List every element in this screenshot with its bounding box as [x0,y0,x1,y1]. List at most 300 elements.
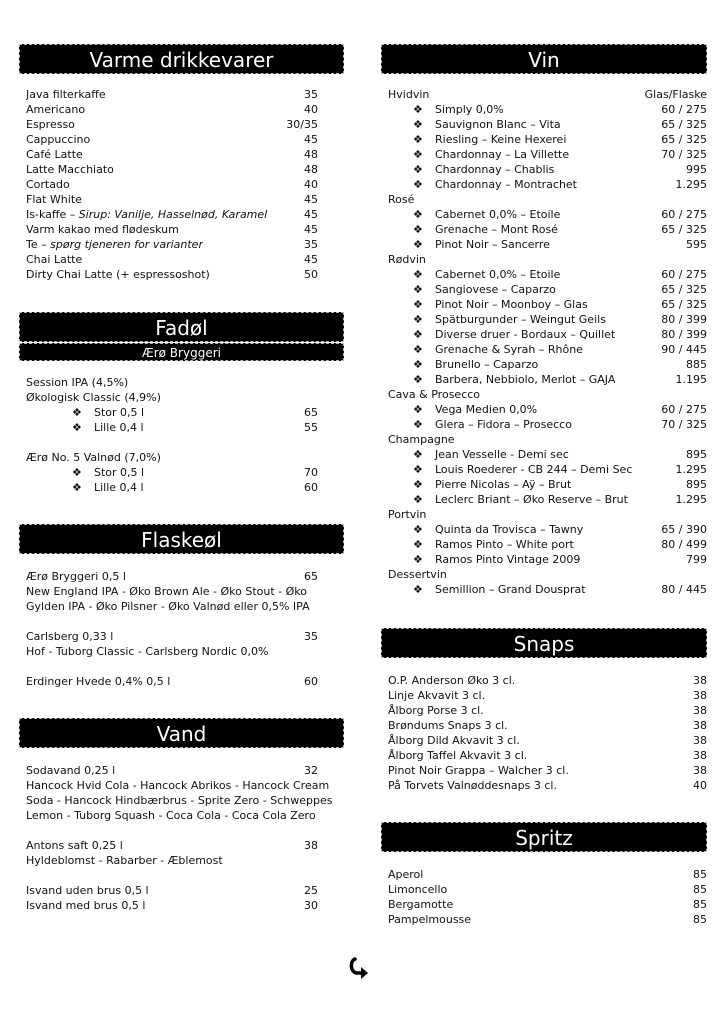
item-price: 70 / 325 [661,148,707,161]
item-price: 60 [304,481,318,494]
item-description: Lemon - Tuborg Squash - Coca Cola - Coca Cola Zero [26,809,316,822]
item-price: 895 [686,478,707,491]
item-name-wrap [26,162,114,177]
wine-category [381,507,707,522]
list-item [19,192,344,207]
item-price: 30/35 [286,118,318,131]
item-name-wrap [388,372,615,387]
bullet-icon: ❖ [413,463,423,476]
item-name: Simply 0,0% [435,103,504,116]
bullet-icon: ❖ [72,466,82,479]
list-item [19,898,344,913]
item-name-wrap [26,147,83,162]
item-price: 40 [304,178,318,191]
item-name-wrap [388,703,484,718]
list-item [19,405,344,420]
item-name: Ålborg Porse 3 cl. [388,704,484,717]
list-item [381,522,707,537]
item-name-wrap [388,462,632,477]
list-item [381,132,707,147]
item-price: 38 [693,719,707,732]
list-item [19,674,344,689]
item-name: Isvand med brus 0,5 l [26,899,146,912]
item-price: 65 / 325 [661,298,707,311]
list-item [381,357,707,372]
item-price: 45 [304,223,318,236]
item-name-wrap [388,417,572,432]
item-name: Dirty Chai Latte (+ espressoshot) [26,268,210,281]
wine-category [381,252,707,267]
item-price: 65 / 325 [661,133,707,146]
item-name-wrap [26,177,70,192]
item-name: Ålborg Dild Akvavit 3 cl. [388,734,520,747]
item-name: Limoncello [388,883,448,896]
section-spritz [381,822,707,927]
section-subtitle: Ærø Bryggeri [19,343,344,361]
section-title: Vin [381,44,707,74]
item-price: 65 [304,570,318,583]
item-name: Stor 0,5 l [94,406,145,419]
list-item [381,372,707,387]
item-description: New England IPA - Øko Brown Ale - Øko Stout - Øko [26,585,307,598]
section-vin [381,44,707,597]
item-name: Java filterkaffe [26,88,106,101]
bullet-icon: ❖ [413,163,423,176]
list-item [19,87,344,102]
item-name-wrap [388,867,423,882]
item-name-wrap [388,912,471,927]
bullet-icon: ❖ [72,406,82,419]
item-name: Louis Roederer - CB 244 – Demi Sec [435,463,633,476]
list-item [381,342,707,357]
list-item [381,462,707,477]
list-item [381,147,707,162]
item-name: Chardonnay – Montrachet [435,178,577,191]
item-name-wrap [388,342,583,357]
item-name: Ærø Bryggeri 0,5 l [26,570,126,583]
bullet-icon: ❖ [413,223,423,236]
item-price: 995 [686,163,707,176]
item-name: Carlsberg 0,33 l [26,630,114,643]
item-price: 885 [686,358,707,371]
list-item [381,327,707,342]
item-name: Barbera, Nebbiolo, Merlot – GAJA [435,373,616,386]
item-name: Pierre Nicolas – Aÿ – Brut [435,478,572,491]
item-name: Flat White [26,193,82,206]
item-name: Grenache – Mont Rosé [435,223,558,236]
list-item [381,537,707,552]
item-name-wrap [388,673,515,688]
bullet-icon: ❖ [413,208,423,221]
list-item [19,883,344,898]
item-name-wrap [26,267,210,282]
item-name: Ramos Pinto Vintage 2009 [435,553,581,566]
list-item [381,282,707,297]
item-price: 55 [304,421,318,434]
list-item [19,132,344,147]
list-item [19,102,344,117]
item-name: Diverse druer - Bordaux – Quillet [435,328,616,341]
bullet-icon: ❖ [413,358,423,371]
item-name-wrap [388,763,569,778]
item-name-wrap [388,492,628,507]
turn-page-arrow-icon[interactable] [346,955,372,981]
item-name-wrap [26,102,85,117]
item-price: 799 [686,553,707,566]
item-name: På Torvets Valnøddesnaps 3 cl. [388,779,557,792]
list-item [19,420,344,435]
item-name: Leclerc Briant – Øko Reserve – Brut [435,493,628,506]
item-price: 35 [304,238,318,251]
list-item [381,297,707,312]
item-name-wrap [388,402,537,417]
item-name-wrap [388,222,558,237]
vin-list [381,87,707,597]
bullet-icon: ❖ [413,268,423,281]
item-name-wrap [388,297,588,312]
item-description: Hyldeblomst - Rabarber - Æblemost [26,854,223,867]
bullet-icon: ❖ [413,583,423,596]
list-item [381,882,707,897]
list-item [19,629,344,644]
bullet-icon: ❖ [72,481,82,494]
item-price: 45 [304,133,318,146]
bullet-icon: ❖ [413,448,423,461]
item-name: Linje Akvavit 3 cl. [388,689,486,702]
item-name: Cabernet 0,0% – Etoile [435,268,561,281]
item-name-wrap [388,132,566,147]
list-item [381,673,707,688]
item-name-wrap [388,327,615,342]
item-price: 32 [304,764,318,777]
item-name: Pampelmousse [388,913,472,926]
list-item [381,207,707,222]
wine-category [381,567,707,582]
list-item [381,312,707,327]
item-price: 90 / 445 [661,343,707,356]
item-price: 85 [693,898,707,911]
section-fadol [19,312,344,495]
list-item [381,733,707,748]
item-name: Glera – Fidora – Prosecco [435,418,572,431]
category-name: Dessertvin [388,568,447,581]
list-item [381,162,707,177]
bullet-icon: ❖ [413,118,423,131]
list-item [381,492,707,507]
item-price: 50 [304,268,318,281]
list-item [381,912,707,927]
item-name: Espresso [26,118,75,131]
list-item [381,763,707,778]
item-price: 35 [304,88,318,101]
item-price: 38 [693,749,707,762]
item-name-wrap [388,447,569,462]
section-title: Vand [19,718,344,748]
fadol-list [19,375,344,495]
item-name: Chardonnay – La Villette [435,148,570,161]
item-name: Cortado [26,178,70,191]
bullet-icon: ❖ [413,298,423,311]
category-name: Rødvin [388,253,426,266]
list-item [381,897,707,912]
item-name: Latte Macchiato [26,163,114,176]
item-name: Pinot Noir – Sancerre [435,238,550,251]
item-price: 65 [304,406,318,419]
item-price: 1.195 [675,373,707,386]
beer-name: Session IPA (4,5%) [26,376,129,389]
section-title: Varme drikkevarer [19,44,344,74]
item-price: 60 / 275 [661,403,707,416]
list-item [381,582,707,597]
item-price: 1.295 [675,463,707,476]
item-price: 40 [693,779,707,792]
item-price: 1.295 [675,493,707,506]
item-price: 65 / 325 [661,118,707,131]
item-name-wrap [388,882,447,897]
item-price: 38 [304,839,318,852]
item-price: 40 [304,103,318,116]
list-item [19,207,344,222]
item-description: Hancock Hvid Cola - Hancock Abrikos - Hancock Cream [26,779,330,792]
list-item [19,480,344,495]
category-price-header: Glas/Flaske [644,88,707,101]
list-item [381,718,707,733]
item-name-wrap [26,237,203,252]
item-name: Chardonnay – Chablis [435,163,555,176]
item-name: Brunello – Caparzo [435,358,539,371]
item-price: 65 / 390 [661,523,707,536]
list-item [381,402,707,417]
item-description: Hof - Tuborg Classic - Carlsberg Nordic 0,0% [26,645,269,658]
item-price: 38 [693,704,707,717]
wine-category [381,432,707,447]
item-price: 48 [304,163,318,176]
bullet-icon: ❖ [72,421,82,434]
list-item [19,237,344,252]
section-title: Fadøl [19,312,344,342]
list-item [19,222,344,237]
vand-list [19,763,344,913]
item-name: Bergamotte [388,898,454,911]
section-varme-drikkevarer [19,44,344,282]
section-flaskeol [19,524,344,689]
list-item [19,465,344,480]
bullet-icon: ❖ [413,238,423,251]
item-name: Grenache & Syrah – Rhône [435,343,583,356]
item-name-wrap [388,477,571,492]
item-name-wrap [388,312,606,327]
item-price: 80 / 399 [661,313,707,326]
bullet-icon: ❖ [413,373,423,386]
item-name: Pinot Noir – Moonboy – Glas [435,298,588,311]
bullet-icon: ❖ [413,418,423,431]
section-title: Flaskeøl [19,524,344,554]
item-name-wrap [388,357,538,372]
item-price: 35 [304,630,318,643]
item-price: 80 / 399 [661,328,707,341]
item-name-wrap [388,748,527,763]
item-price: 85 [693,883,707,896]
item-price: 60 / 275 [661,208,707,221]
item-name-wrap [388,237,550,252]
item-name: Brøndums Snaps 3 cl. [388,719,508,732]
list-item [19,267,344,282]
wine-category [381,387,707,402]
item-name: Isvand uden brus 0,5 l [26,884,149,897]
item-name-wrap [388,147,569,162]
item-name: Chai Latte [26,253,83,266]
bullet-icon: ❖ [413,103,423,116]
item-name-wrap [388,162,554,177]
list-item [381,778,707,793]
bullet-icon: ❖ [413,343,423,356]
list-item [381,552,707,567]
item-name: O.P. Anderson Øko 3 cl. [388,674,516,687]
item-price: 48 [304,148,318,161]
bullet-icon: ❖ [413,538,423,551]
list-item [381,703,707,718]
item-name-wrap [388,733,520,748]
item-price: 80 / 499 [661,538,707,551]
item-price: 85 [693,868,707,881]
list-item [19,162,344,177]
item-name: Antons saft 0,25 l [26,839,123,852]
list-item [19,147,344,162]
item-price: 38 [693,764,707,777]
item-name: Pinot Noir Grappa – Walcher 3 cl. [388,764,569,777]
item-name: Stor 0,5 l [94,466,145,479]
item-name: Riesling – Keine Hexerei [435,133,567,146]
item-name-wrap [388,582,586,597]
bullet-icon: ❖ [413,148,423,161]
category-name: Rosé [388,193,415,206]
item-name: Semillion – Grand Dousprat [435,583,586,596]
item-name: Lille 0,4 l [94,481,144,494]
item-name-wrap [388,718,508,733]
list-item [381,222,707,237]
item-name: Erdinger Hvede 0,4% 0,5 l [26,675,171,688]
item-name: Vega Medien 0,0% [435,403,538,416]
item-name: Ålborg Taffel Akvavit 3 cl. [388,749,528,762]
item-name-wrap [26,252,82,267]
item-price: 65 / 325 [661,223,707,236]
flaske-list [19,569,344,689]
spritz-list [381,867,707,927]
bullet-icon: ❖ [413,328,423,341]
item-name-wrap [388,117,561,132]
item-name-wrap [26,207,267,222]
item-name: Jean Vesselle - Demi sec [435,448,569,461]
list-item [381,177,707,192]
list-item [381,102,707,117]
item-name-wrap [388,552,580,567]
bullet-icon: ❖ [413,553,423,566]
bullet-icon: ❖ [413,178,423,191]
item-name: Quinta da Trovisca – Tawny [435,523,584,536]
item-name: Varm kakao med flødeskum [26,223,179,236]
item-name-wrap [26,192,82,207]
item-price: 30 [304,899,318,912]
item-name-wrap [26,87,106,102]
bullet-icon: ❖ [413,283,423,296]
item-price: 70 / 325 [661,418,707,431]
category-name: Portvin [388,508,427,521]
item-price: 70 [304,466,318,479]
item-name: Lille 0,4 l [94,421,144,434]
item-price: 60 [304,675,318,688]
item-name: Aperol [388,868,424,881]
list-item [19,569,344,584]
item-name-wrap [26,132,90,147]
bullet-icon: ❖ [413,523,423,536]
item-name-wrap [388,102,504,117]
item-name-wrap [26,222,179,237]
list-item [381,237,707,252]
item-price: 45 [304,208,318,221]
item-name: Sangiovese – Caparzo [435,283,556,296]
item-name-wrap [388,267,560,282]
item-price: 60 / 275 [661,268,707,281]
section-title: Snaps [381,628,707,658]
list-item [381,688,707,703]
item-name-wrap [388,688,485,703]
section-vand [19,718,344,913]
item-name: Cappuccino [26,133,91,146]
item-price: 38 [693,734,707,747]
item-name-wrap [388,207,560,222]
snaps-list [381,673,707,793]
list-item [381,867,707,882]
beer-name: Ærø No. 5 Valnød (7,0%) [26,451,161,464]
item-note: spørg tjeneren for varianter [50,238,203,251]
item-name-wrap [388,282,556,297]
item-price: 85 [693,913,707,926]
beer-name: Økologisk Classic (4,9%) [26,391,161,404]
category-name: Hvidvin [388,88,430,101]
item-price: 38 [693,674,707,687]
list-item [19,763,344,778]
bullet-icon: ❖ [413,133,423,146]
bullet-icon: ❖ [413,403,423,416]
item-name: Sodavand 0,25 l [26,764,116,777]
item-price: 60 / 275 [661,103,707,116]
item-name: Ramos Pinto – White port [435,538,574,551]
list-item [381,267,707,282]
item-note: Sirup: Vanilje, Hasselnød, Karamel [78,208,268,221]
item-description: Soda - Hancock Hindbærbrus - Sprite Zero - Schweppes [26,794,333,807]
item-name: Is-kaffe – [26,208,79,221]
item-name-wrap [388,177,577,192]
list-item [381,417,707,432]
item-price: 80 / 445 [661,583,707,596]
item-name: Sauvignon Blanc – Vita [435,118,561,131]
item-name: Spätburgunder – Weingut Geils [435,313,606,326]
item-price: 45 [304,253,318,266]
list-item [381,117,707,132]
list-item [19,252,344,267]
category-name: Cava & Prosecco [388,388,481,401]
list-item [19,838,344,853]
bullet-icon: ❖ [413,493,423,506]
list-item [381,447,707,462]
bullet-icon: ❖ [413,313,423,326]
wine-category [381,87,707,102]
item-name-wrap [388,897,453,912]
section-snaps [381,628,707,793]
item-name: Americano [26,103,86,116]
list-item [19,177,344,192]
item-price: 895 [686,448,707,461]
